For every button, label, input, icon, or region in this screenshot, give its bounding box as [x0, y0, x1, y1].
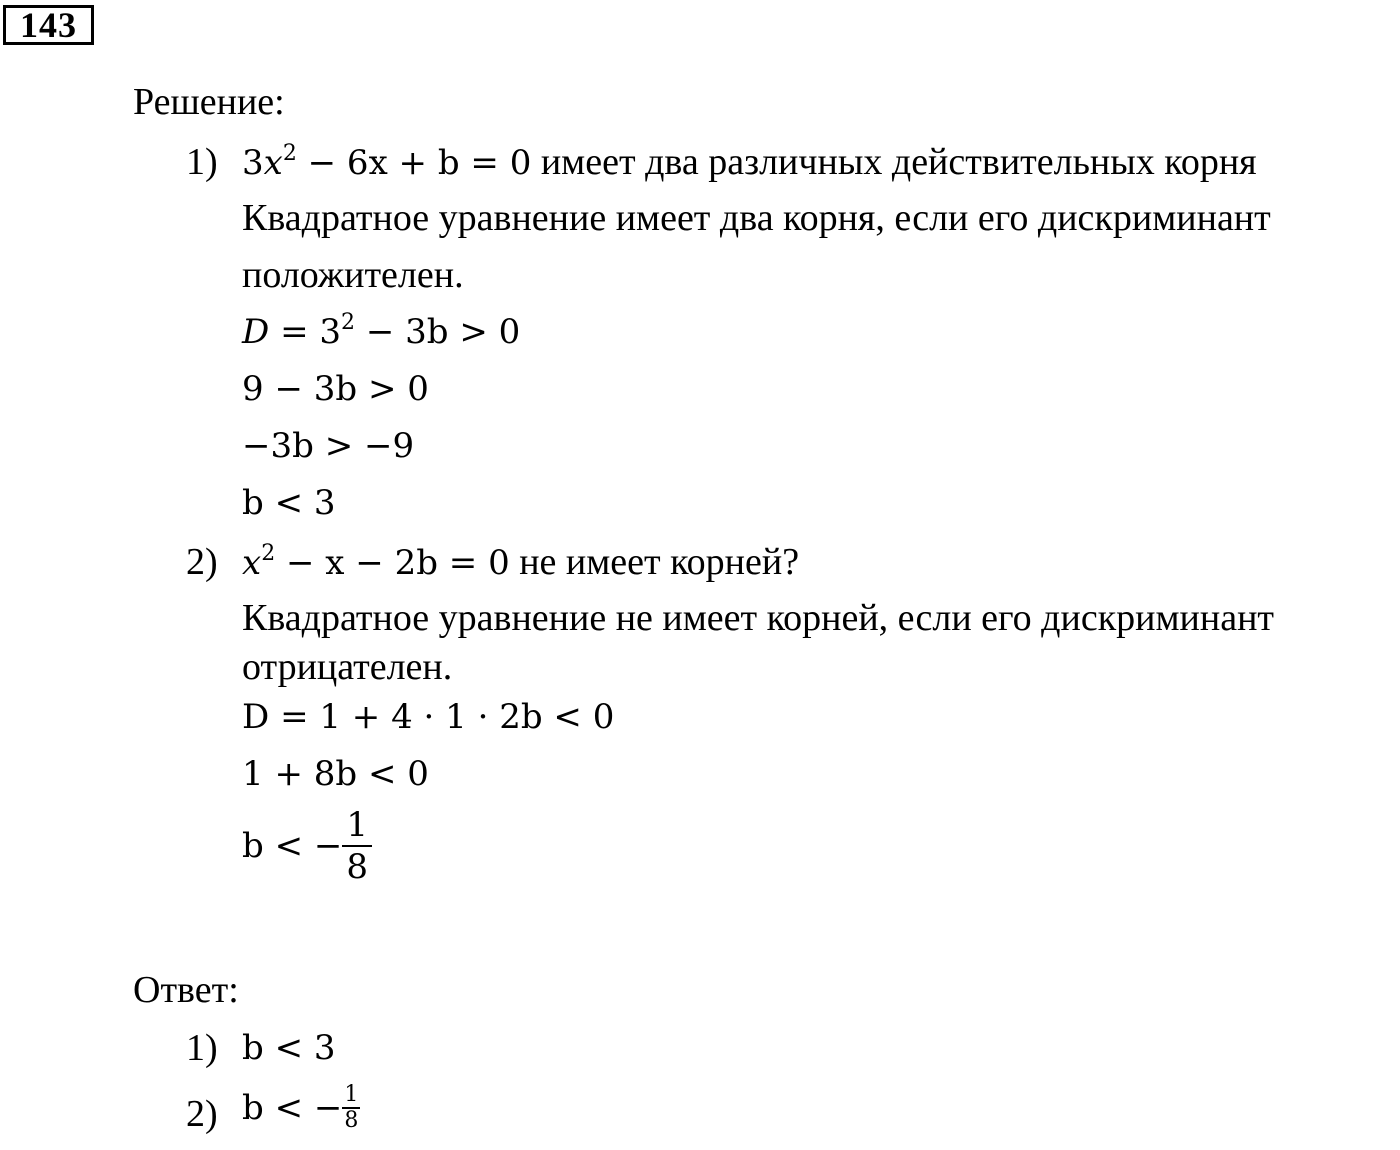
part1-number: 1) — [186, 141, 218, 183]
part1-equation: $3x^2 - 6x + b = 0$ — [242, 141, 532, 183]
part1-condition: имеет два различных действительных корня — [531, 141, 1257, 183]
part1-step-3: −3b > −9 — [242, 426, 415, 466]
part2-step-2: 1 + 8b < 0 — [242, 754, 429, 794]
problem-number-badge: 143 — [3, 5, 94, 45]
answer-heading: Ответ: — [133, 969, 239, 1011]
part2-step-3-fraction: $\frac{1}{8}$ — [342, 805, 372, 887]
part1-explanation-1: Квадратное уравнение имеет два корня, если его дискриминант — [242, 197, 1271, 239]
part2-number: 2) — [186, 541, 218, 583]
answer1-text: b < 3 — [242, 1028, 336, 1068]
part1-step-2: 9 − 3b > 0 — [242, 369, 429, 409]
part1-explanation-2: положителен. — [242, 254, 464, 296]
part1-step-4: b < 3 — [242, 483, 336, 523]
part2-condition: не имеет корней? — [509, 541, 800, 583]
part1-equation-line — [242, 142, 1257, 183]
answer2-number: 2) — [186, 1093, 218, 1135]
part2-step-3: b < − $\frac{1}{8}$ — [242, 805, 372, 887]
part2-equation-line — [242, 542, 799, 583]
part2-explanation-1: Квадратное уравнение не имеет корней, если его дискриминант — [242, 597, 1275, 639]
answer2-fraction: $\frac{1}{8}$ — [344, 1082, 359, 1133]
part1-step-1: $D = 3^2 - 3b > 0$ — [242, 310, 521, 352]
part2-explanation-2: отрицателен. — [242, 646, 453, 688]
part2-equation: $x^2 - x - 2b = 0$ — [242, 541, 510, 583]
answer2-text: b < − $\frac{1}{8}$ — [242, 1082, 359, 1133]
solution-heading: Решение: — [133, 81, 285, 123]
answer1-number: 1) — [186, 1027, 218, 1069]
part2-step-1: D = 1 + 4 · 1 · 2b < 0 — [242, 697, 615, 737]
